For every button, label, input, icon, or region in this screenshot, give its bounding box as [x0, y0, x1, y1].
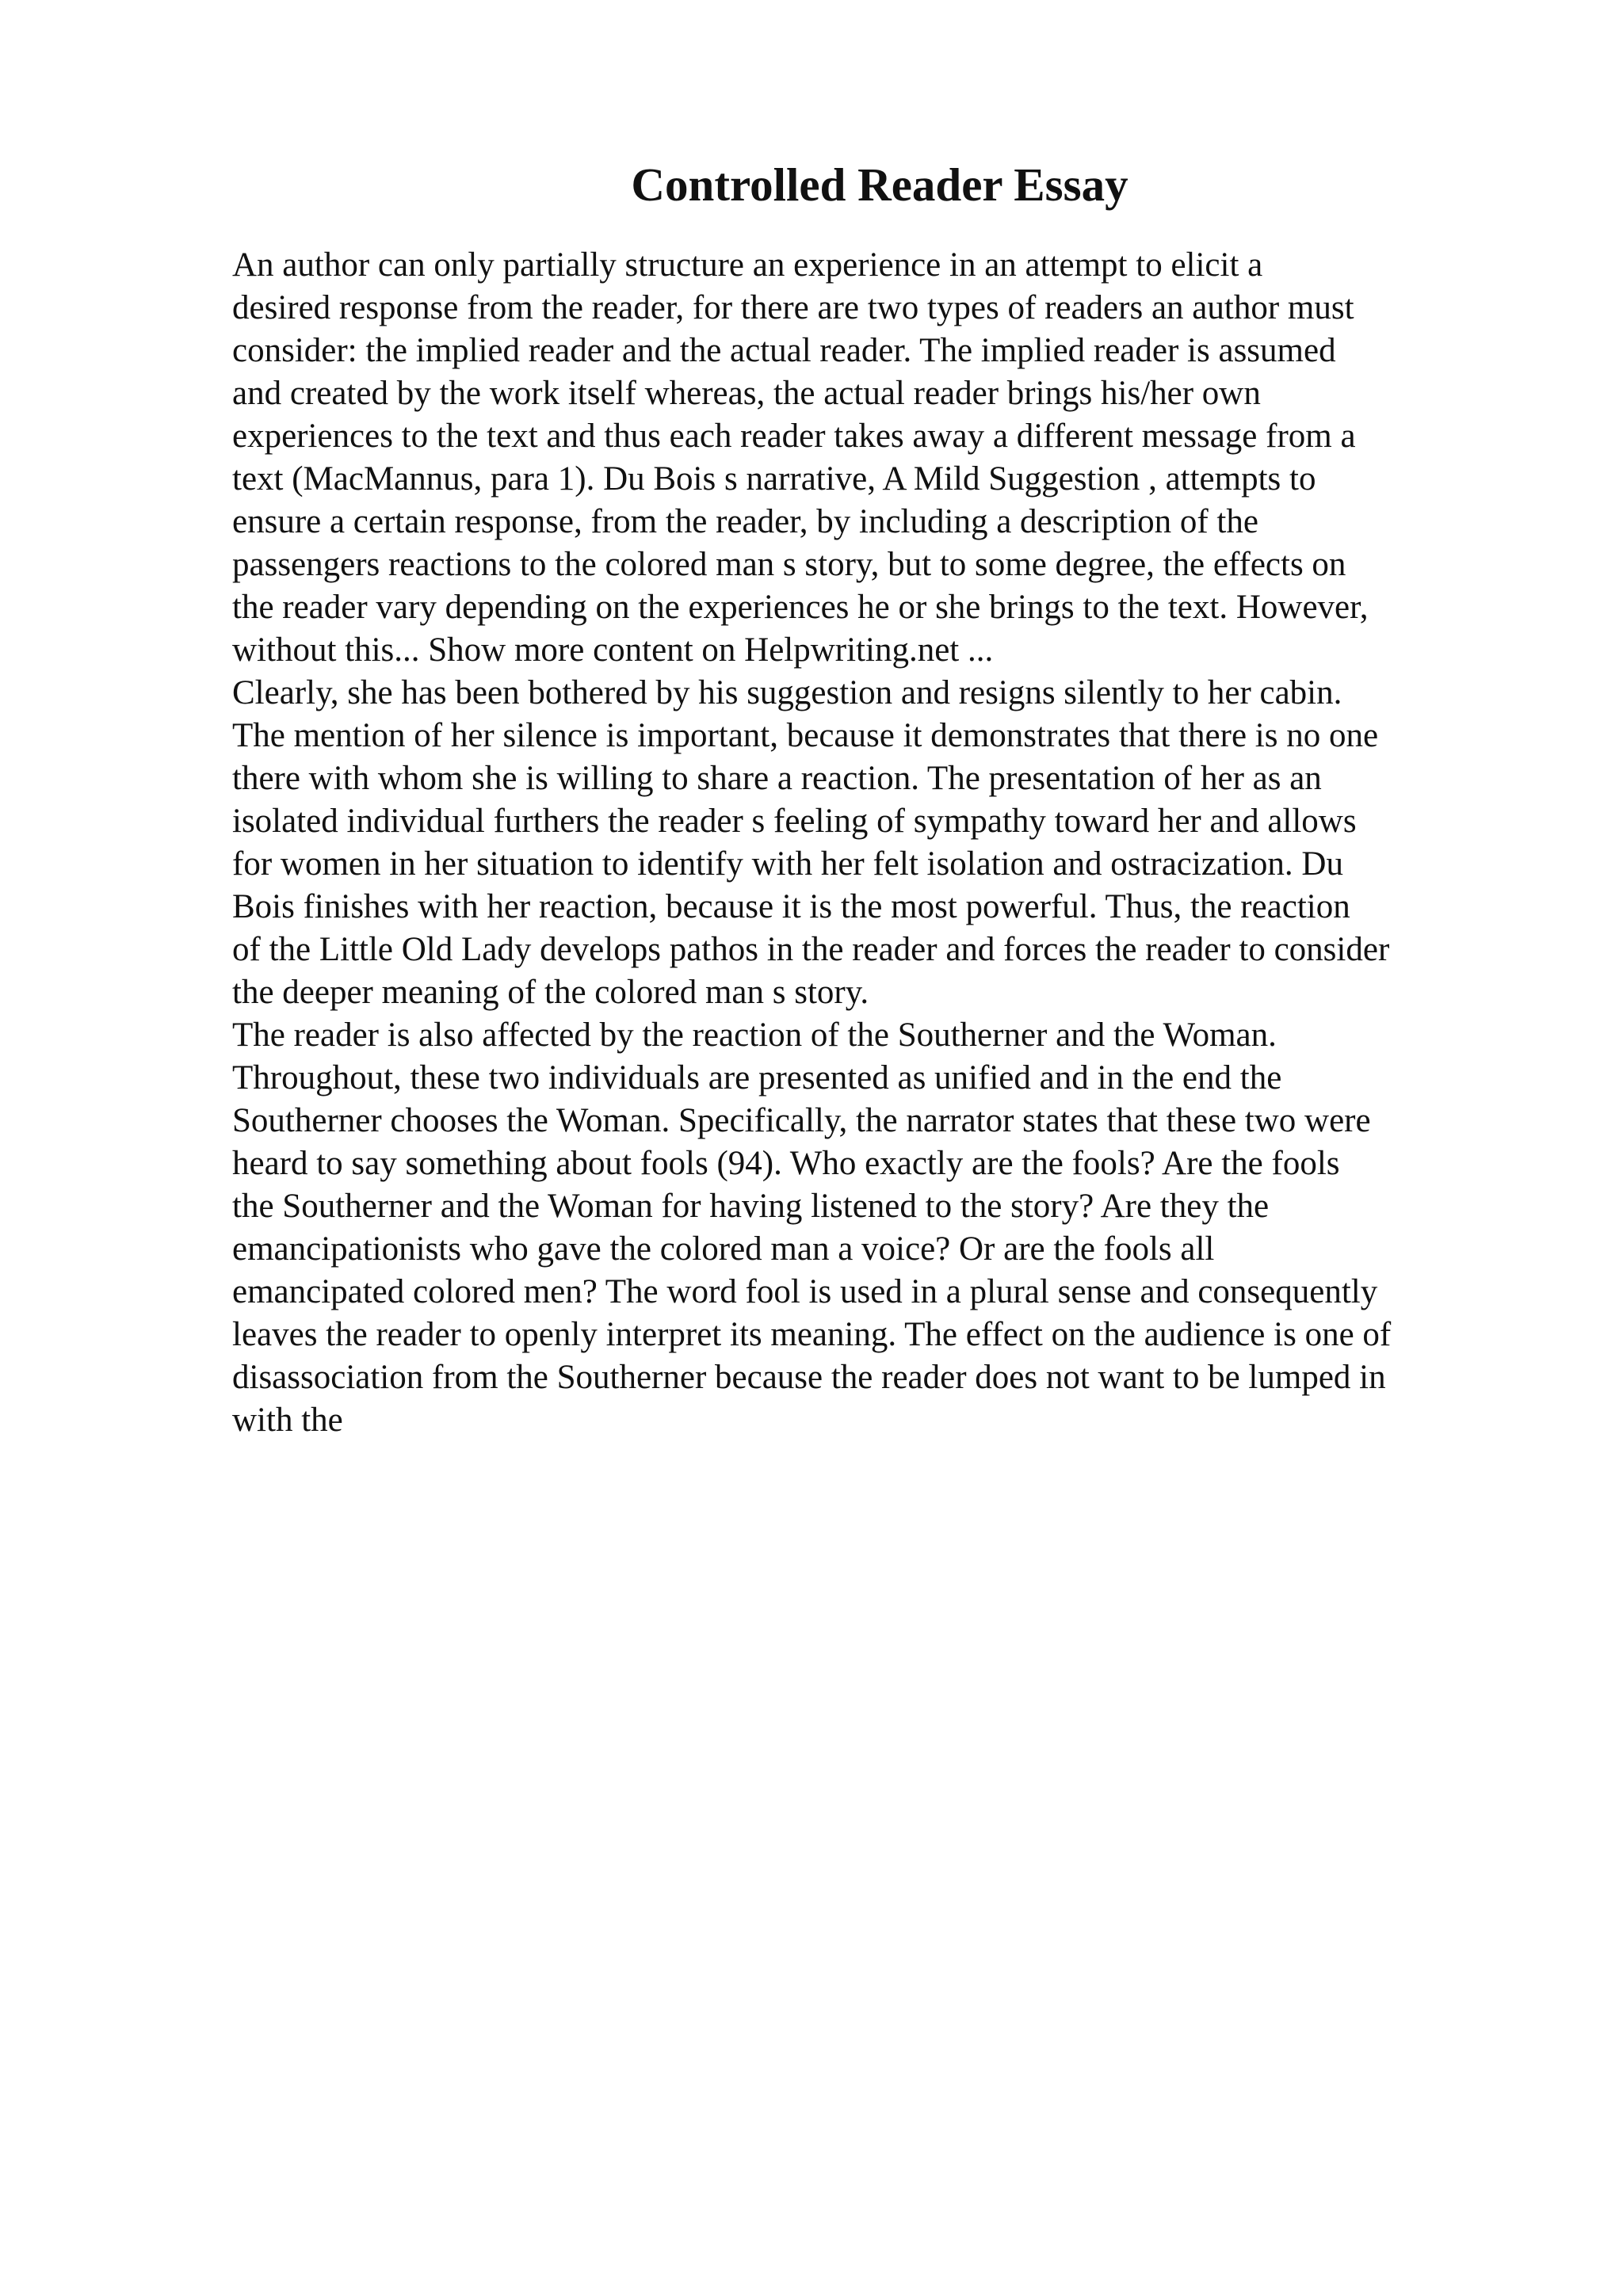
text-line: desired response from the reader, for there are two types of readers an author must — [232, 289, 1354, 326]
text-line: Clearly, she has been bothered by his suggestion and resigns silently to her cabin. — [232, 674, 1342, 711]
text-line: ensure a certain response, from the reader, by including a description of the — [232, 503, 1258, 540]
text-line: Throughout, these two individuals are presented as unified and in the end the — [232, 1059, 1282, 1097]
text-line: leaves the reader to openly interpret its meaning. The effect on the audience is one of — [232, 1316, 1392, 1353]
text-line: Southerner chooses the Woman. Specifically, the narrator states that these two were — [232, 1102, 1371, 1139]
show-more-line: without this... Show more content on Helpwriting.net ... — [232, 631, 994, 669]
text-line: there with whom she is willing to share a reaction. The presentation of her as an — [232, 760, 1322, 797]
text-line: passengers reactions to the colored man s story, but to some degree, the effects on — [232, 546, 1346, 583]
text-line: of the Little Old Lady develops pathos in the reader and forces the reader to consider — [232, 931, 1390, 968]
text-line: consider: the implied reader and the actual reader. The implied reader is assumed — [232, 332, 1336, 369]
text-line: the deeper meaning of the colored man s story. — [232, 974, 869, 1011]
text-line: experiences to the text and thus each reader takes away a different message from a — [232, 418, 1356, 455]
text-line: the reader vary depending on the experiences he or she brings to the text. However, — [232, 589, 1369, 626]
text-line: the Southerner and the Woman for having listened to the story? Are they the — [232, 1188, 1270, 1225]
text-line: The reader is also affected by the reaction of the Southerner and the Woman. — [232, 1016, 1277, 1054]
text-line: emancipationists who gave the colored man a voice? Or are the fools all — [232, 1230, 1215, 1268]
text-line: The mention of her silence is important, because it demonstrates that there is no one — [232, 717, 1379, 754]
essay-body — [232, 244, 1579, 1442]
text-line: emancipated colored men? The word fool is used in a plural sense and consequently — [232, 1273, 1378, 1310]
text-line: Bois finishes with her reaction, because it is the most powerful. Thus, the reaction — [232, 888, 1350, 925]
text-line: An author can only partially structure an experience in an attempt to elicit a — [232, 246, 1263, 284]
text-line: with the — [232, 1402, 343, 1439]
text-line: text (MacMannus, para 1). Du Bois s narrative, A Mild Suggestion , attempts to — [232, 460, 1316, 498]
text-line: disassociation from the Southerner because the reader does not want to be lumped in — [232, 1359, 1386, 1396]
text-line: and created by the work itself whereas, the actual reader brings his/her own — [232, 375, 1261, 412]
text-line: heard to say something about fools (94). Who exactly are the fools? Are the fools — [232, 1145, 1340, 1182]
text-line: for women in her situation to identify with her felt isolation and ostracization. Du — [232, 845, 1343, 883]
text-line: isolated individual furthers the reader s feeling of sympathy toward her and allows — [232, 803, 1357, 840]
page-title: Controlled Reader Essay — [631, 158, 1128, 211]
